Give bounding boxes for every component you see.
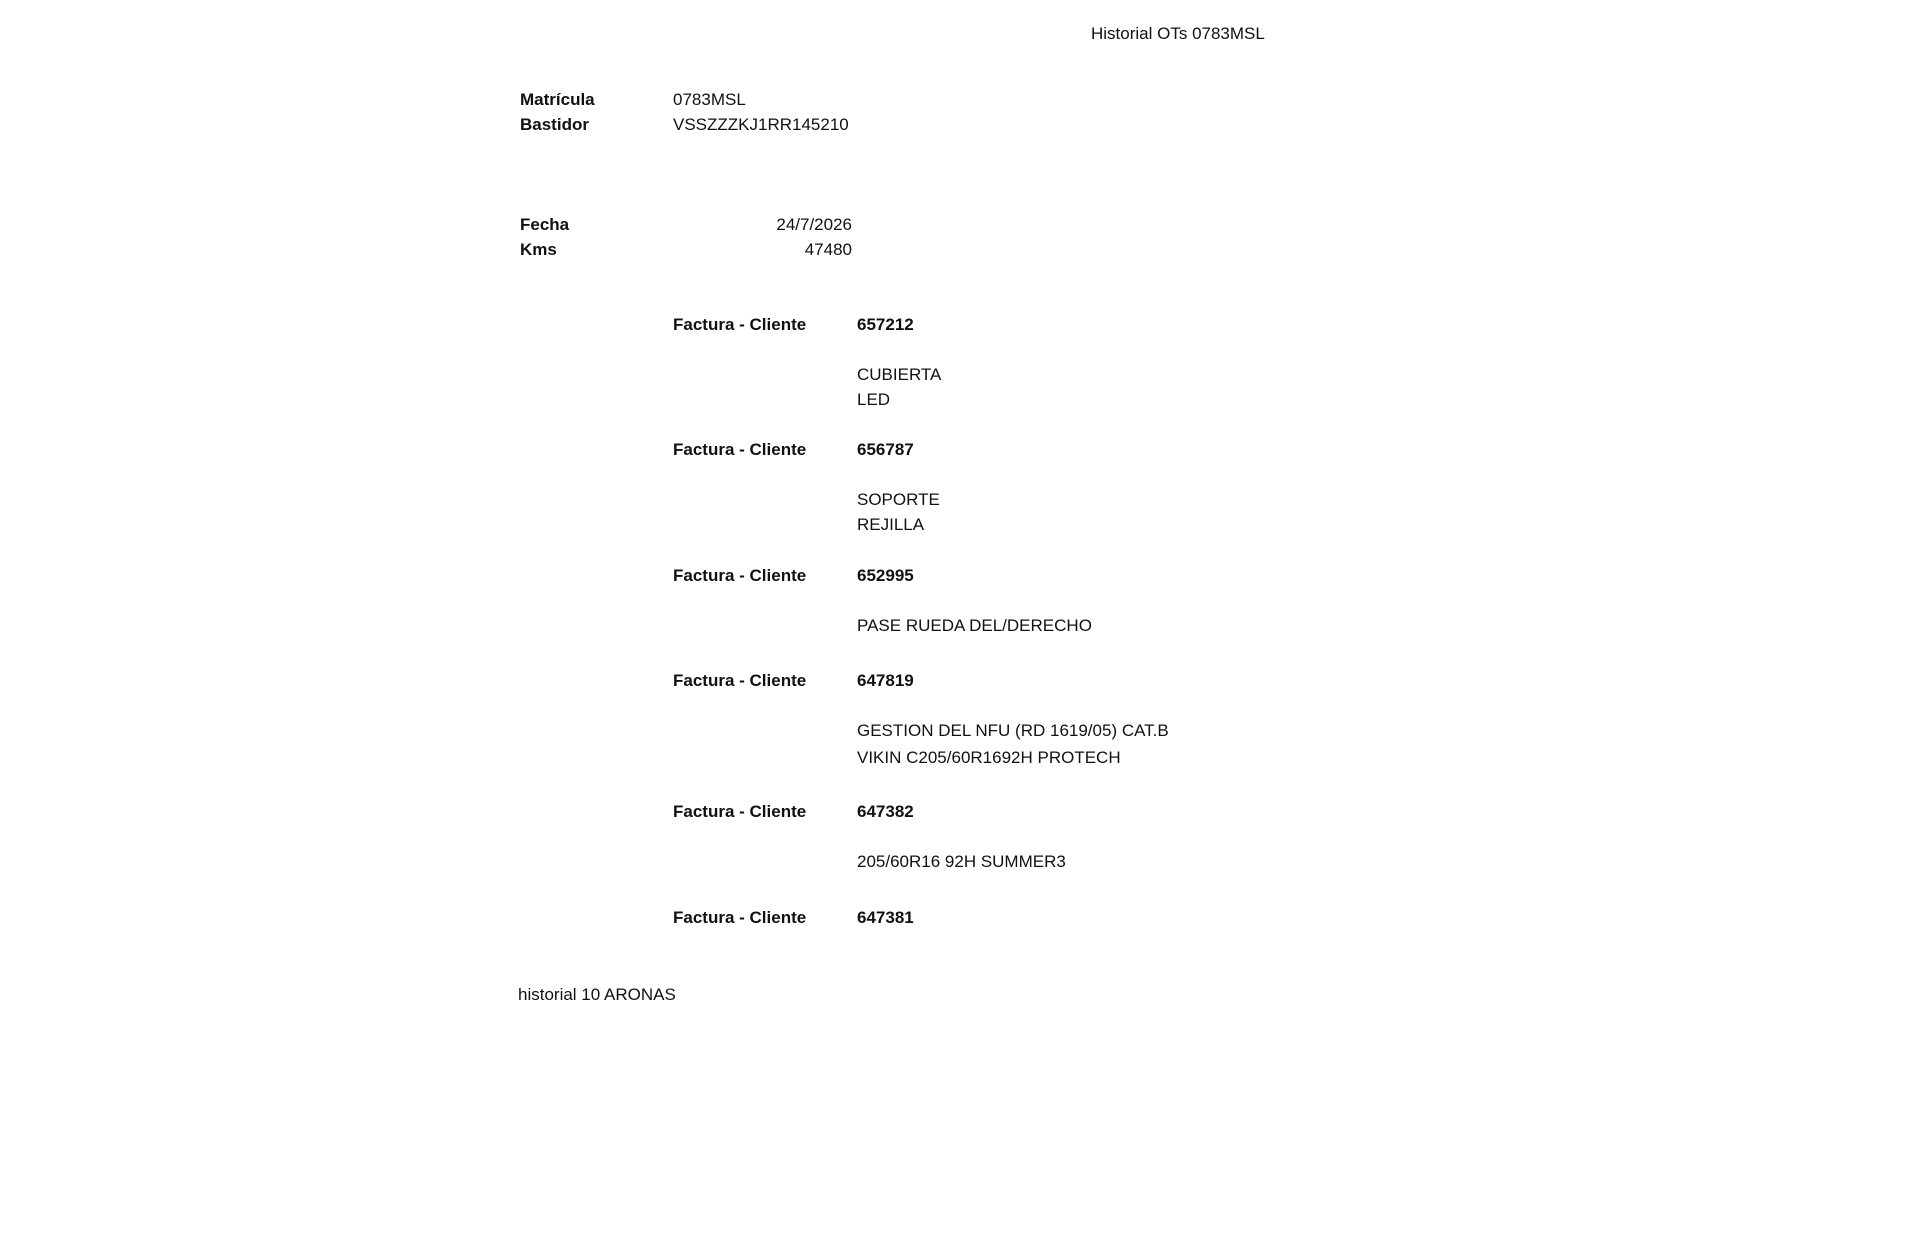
invoice-line-item: LED <box>857 390 891 409</box>
page-title: Historial OTs 0783MSL <box>1091 24 1265 43</box>
invoice-label: Factura - Cliente <box>673 440 807 459</box>
invoice-label: Factura - Cliente <box>673 315 807 334</box>
kms-value: 47480 <box>804 240 852 259</box>
invoice-number: 647819 <box>857 671 914 690</box>
fecha-value: 24/7/2026 <box>776 215 852 234</box>
invoice-label: Factura - Cliente <box>673 671 807 690</box>
invoice-line-item: PASE RUEDA DEL/DERECHO <box>857 616 1092 635</box>
invoice-number: 647382 <box>857 802 914 821</box>
invoice-line-item: GESTION DEL NFU (RD 1619/05) CAT.B <box>857 721 1169 740</box>
invoice-label: Factura - Cliente <box>673 908 807 927</box>
footer-text: historial 10 ARONAS <box>518 985 676 1004</box>
matricula-label: Matrícula <box>520 90 595 109</box>
invoice-line-item: VIKIN C205/60R1692H PROTECH <box>857 748 1121 767</box>
invoice-number: 652995 <box>857 566 914 585</box>
invoice-line-item: REJILLA <box>857 515 925 534</box>
invoice-number: 647381 <box>857 908 914 927</box>
invoice-label: Factura - Cliente <box>673 802 807 821</box>
kms-label: Kms <box>520 240 557 259</box>
invoice-label: Factura - Cliente <box>673 566 807 585</box>
fecha-label: Fecha <box>520 215 570 234</box>
invoice-line-item: CUBIERTA <box>857 365 942 384</box>
invoice-line-item: 205/60R16 92H SUMMER3 <box>857 852 1066 871</box>
invoice-number: 656787 <box>857 440 914 459</box>
bastidor-label: Bastidor <box>520 115 589 134</box>
invoice-line-item: SOPORTE <box>857 490 940 509</box>
invoice-number: 657212 <box>857 315 914 334</box>
bastidor-value: VSSZZZKJ1RR145210 <box>673 115 849 134</box>
matricula-value: 0783MSL <box>673 90 746 109</box>
